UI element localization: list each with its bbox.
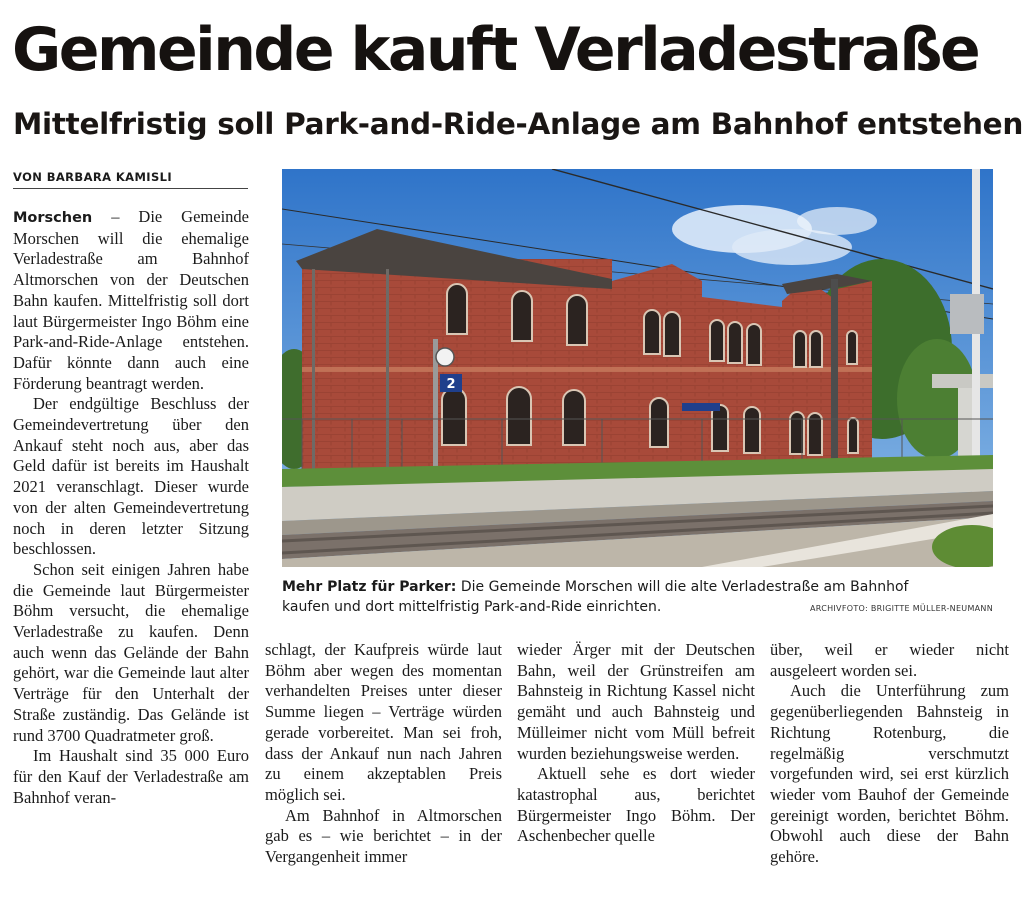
caption-line-2: kaufen und dort mittelfristig Park-and-Ride einrichten.	[282, 599, 662, 615]
paragraph-9: über, weil er wieder nicht ausgeleert worden sei.	[770, 640, 1009, 680]
article-column-3	[517, 640, 755, 847]
paragraph-3: Schon seit einigen Jahren habe die Gemeinde laut Bürgermeister Böhm versucht, die ehemalige Verladestraße zu kaufen. Denn auch wenn das Gelände der Bahn gehört, war die Gemeinde laut alter Verträge für den Unterhalt der Straße zuständig. Das Gelände ist rund 3700 Quadratmeter groß.	[13, 559, 249, 745]
article-column-2	[265, 640, 502, 868]
paragraph-8: Aktuell sehe es dort wieder katastrophal aus, berichtet Bürgermeister Ingo Böhm. Der Aschenbecher quelle	[517, 764, 755, 846]
paragraph-2: Der endgültige Beschluss der Gemeindevertretung über den Ankauf steht noch aus, aber das Geld dafür ist bereits im Haushalt 2021 veranschlagt. Dieser wurde von der alten Gemeindevertretung noch in deren letzter Sitzung beschlossen.	[13, 394, 249, 559]
caption-line-1: Die Gemeinde Morschen will die alte Verladestraße am Bahnhof	[456, 579, 909, 595]
caption-bold: Mehr Platz für Parker:	[282, 579, 457, 595]
paragraph-7: wieder Ärger mit der Deutschen Bahn, weil der Grünstreifen am Bahnsteig in Richtung Kassel nicht gemäht und auch Bahnsteig und Mülleimer nicht vom Müll befreit wurden beziehungsweise werden.	[517, 640, 755, 763]
article-column-4	[770, 640, 1009, 868]
byline: VON BARBARA KAMISLI	[13, 170, 248, 189]
article-column-1	[13, 207, 249, 808]
paragraph-1-text: – Die Gemeinde Morschen will die ehemalige Verladestraße am Bahnhof Altmorschen von der Deutschen Bahn kaufen. Mittelfristig soll dort laut Bürgermeister Ingo Böhm eine Park-and-Ride-Anlage entstehen. Dafür könnte dann auch eine Förderung beantragt werden.	[13, 207, 249, 393]
headline: Gemeinde kauft Verladestraße	[12, 15, 979, 85]
paragraph-10: Auch die Unterführung zum gegenüberliegenden Bahnsteig in Richtung Rotenburg, die regelmäßig verschmutzt vorgefunden wird, sei erst kürzlich wieder vom Bauhof der Gemeinde gereinigt worden, berichtet Böhm. Obwohl auch diese der Bahn gehöre.	[770, 681, 1009, 867]
subheadline: Mittelfristig soll Park-and-Ride-Anlage am Bahnhof entstehen	[13, 107, 1024, 141]
photo-credit: ARCHIVFOTO: BRIGITTE MÜLLER-NEUMANN	[809, 604, 993, 613]
paragraph-1	[13, 207, 249, 394]
paragraph-5: schlagt, der Kaufpreis würde laut Böhm aber wegen des momentan verhandelten Preises unter dieser Summe liegen – Verträge würden gerade vorbereitet. Man sei froh, dass der Ankauf nun nach Jahren zu einem akzeptablen Preis möglich sei.	[265, 640, 502, 804]
dateline: Morschen	[13, 210, 93, 226]
paragraph-6: Am Bahnhof in Altmorschen gab es – wie berichtet – in der Vergangenheit immer	[265, 805, 502, 867]
station-photo	[282, 169, 993, 567]
paragraph-4: Im Haushalt sind 35 000 Euro für den Kauf der Verladestraße am Bahnhof veran-	[13, 746, 249, 807]
platform-sign: 2	[446, 377, 456, 392]
